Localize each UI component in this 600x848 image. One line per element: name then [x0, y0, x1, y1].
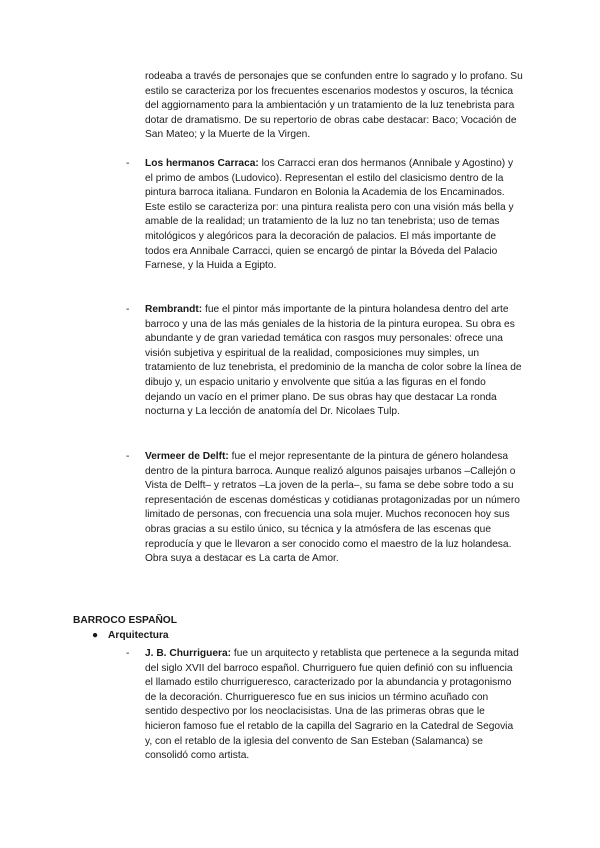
- intro-paragraph: rodeaba a través de personajes que se confunden entre lo sagrado y lo profano. Su estilo se caracteriza por los frecuentes escenarios modestos y oscuros, la técnica del aggiornamento para la ambientación y un tratamiento de la luz tenebrista para dotar de dramatismo. De su repertorio de obras cabe destacar: Baco; Vocación de San Mateo; y la Muerte de la Virgen.: [145, 71, 523, 141]
- entry-rembrandt: [145, 303, 523, 420]
- list-dash: -: [126, 158, 130, 169]
- list-dash: -: [126, 648, 130, 659]
- entry-name: J. B. Churriguera:: [145, 648, 232, 659]
- entry-vermeer: [145, 450, 523, 567]
- entry-carracci: [145, 157, 523, 274]
- entry-text: fue un arquitecto y retablista que pertenece a la segunda mitad del siglo XVII del barroco español. Churriguero fue quien definió con su influencia el llamado estilo churrigueresco, caracterizado por la abundancia y protagonismo de la decoración. Churrigueresco fue en sus inicios un término acuñado con sentido despectivo por los neoclacisistas. Una de las primeras obras que le hicieron famoso fue el retablo de la capilla del Sagrario en la Catedral de Segovia y, con el retablo de la iglesia del convento de San Esteban (Salamanca) se consolidó como artista.: [145, 648, 519, 762]
- entry-name: Rembrandt:: [145, 304, 203, 315]
- entry-name: Vermeer de Delft:: [145, 451, 229, 462]
- list-dash: -: [126, 304, 130, 315]
- bullet-icon: ●: [92, 630, 99, 641]
- subsection-title: Arquitectura: [108, 630, 169, 641]
- entry-text: fue el pintor más importante de la pintura holandesa dentro del arte barroco y una de las más geniales de la historia de la pintura europea. Su obra es abundante y de gran variedad temática con rasgos muy personales: ofrece una visión subjetiva y espiritual de la realidad, composiciones muy simples, un tratamiento de luz tenebrista, el predominio de la mancha de color sobre la línea de dibujo y, un espacio unitario y envolvente que sitúa a las figuras en el fondo dejando un vacío en el primer plano. De sus obras hay que destacar La ronda nocturna y La lección de anatomía del Dr. Nicolaes Tulp.: [145, 304, 522, 418]
- entry-text: fue el mejor representante de la pintura de género holandesa dentro de la pintura barroca. Aunque realizó algunos paisajes urbanos –Callejón o Vista de Delft– y retratos –La joven de la perla–, su fama se debe sobre todo a su representación de escenas domésticas y cotidianas protagonizadas por un número limitado de personas, con frecuencia una sola mujer. Muchos reconocen hoy sus obras gracias a su estilo único, su técnica y la atmósfera de las escenas que reproducía y que le llevaron a ser conocido como el maestro de la luz holandesa. Obra suya a destacar es La carta de Amor.: [145, 451, 520, 565]
- section-title: BARROCO ESPAÑOL: [73, 615, 177, 626]
- entry-text: los Carracci eran dos hermanos (Annibale y Agostino) y el primo de ambos (Ludovico). Representan el estilo del clasicismo dentro de la pintura barroca italiana. Fundaron en Bolonia la Academia de los Encaminados. Este estilo se caracteriza por: una pintura realista pero con una visión más bella y amable de la realidad; un tratamiento de la luz no tan tenebrista; uso de temas mitológicos y alegóricos para la decoración de palacios. El más importante de todos era Annibale Carracci, quien se encargó de pintar la Bóveda del Palacio Farnese, y la Huida a Egipto.: [145, 158, 514, 272]
- entry-churriguera: [145, 647, 523, 764]
- list-dash: -: [126, 451, 130, 462]
- entry-name: Los hermanos Carraca:: [145, 158, 259, 169]
